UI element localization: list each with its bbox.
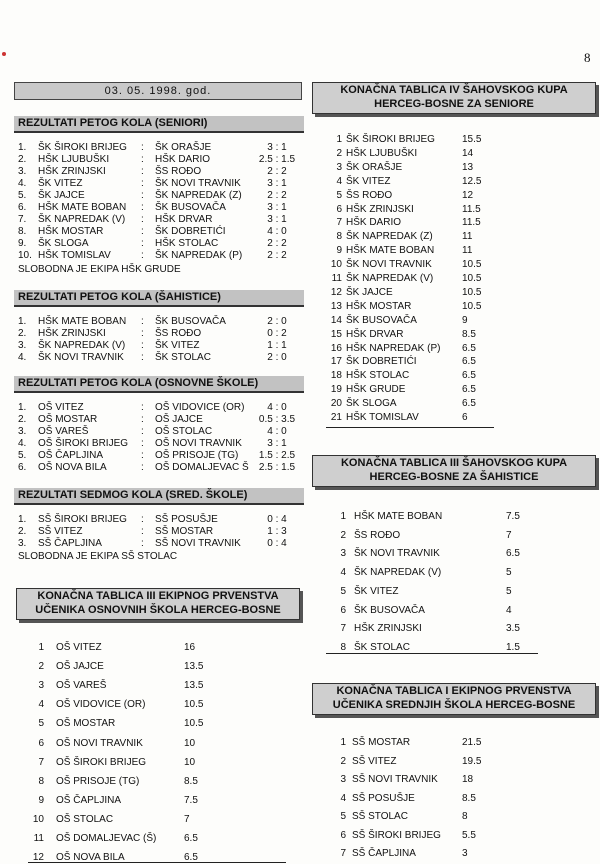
match-score: 2 : 0 <box>267 316 287 327</box>
rank: 9 <box>336 245 342 256</box>
row-number: 5. <box>18 450 27 461</box>
team-name: SŠ STOLAC <box>352 811 408 822</box>
points: 15.5 <box>462 134 482 145</box>
home-team: ŠK NAPREDAK (V) <box>38 214 126 225</box>
match-score: 1 : 1 <box>267 340 287 351</box>
row-number: 1. <box>18 402 27 413</box>
home-team: HŠK MOSTAR <box>38 226 104 237</box>
team-name: HŠK DRVAR <box>346 329 404 340</box>
match-score: 1.5 : 2.5 <box>258 450 296 461</box>
points: 14 <box>462 148 474 159</box>
team-name: ŠK NOVI TRAVNIK <box>346 259 432 270</box>
points: 7 <box>506 530 512 541</box>
points: 8 <box>462 811 468 822</box>
home-team: SŠ VITEZ <box>38 526 83 537</box>
points: 13 <box>462 162 474 173</box>
row-number: 5. <box>18 190 27 201</box>
away-team: HŠK DRVAR <box>155 214 213 225</box>
match-score: 3 : 1 <box>267 438 287 449</box>
match-score: 3 : 1 <box>267 202 287 213</box>
team-name: OŠ NOVA BILA <box>56 852 125 863</box>
points: 18 <box>462 774 474 785</box>
row-number: 2. <box>18 414 27 425</box>
rank: 7 <box>340 623 346 634</box>
home-team: HŠK ZRINJSKI <box>38 166 106 177</box>
rank: 8 <box>340 642 346 653</box>
table-title-line2: UČENIKA SREDNJIH ŠKOLA HERCEG-BOSNE <box>332 699 576 711</box>
rank: 10 <box>32 814 44 825</box>
table-title-ekipno-osnovne <box>16 588 300 620</box>
team-name: OŠ DOMALJEVAC (Š) <box>56 833 157 844</box>
separator-colon: : <box>141 202 144 213</box>
rank: 3 <box>38 680 44 691</box>
table-title-line1: KONAČNA TABLICA III ŠAHOVSKOG KUPA <box>340 457 568 469</box>
away-team: HŠK DARIO <box>155 154 211 165</box>
home-team: HŠK ZRINJSKI <box>38 328 106 339</box>
away-team: OŠ VIDOVICE (OR) <box>155 402 245 413</box>
table-title-line1: KONAČNA TABLICA IV ŠAHOVSKOG KUPA <box>340 84 568 96</box>
team-name: ŠK NAPREDAK (V) <box>346 273 434 284</box>
points: 11 <box>462 231 473 242</box>
home-team: ŠK VITEZ <box>38 178 83 189</box>
away-team: ŠK BUSOVAČA <box>155 202 226 213</box>
separator-colon: : <box>141 514 144 525</box>
table-title-line1: KONAČNA TABLICA III EKIPNOG PRVENSTVA <box>37 590 279 602</box>
rank: 6 <box>340 830 346 841</box>
match-score: 3 : 1 <box>267 178 287 189</box>
team-name: HŠK GRUDE <box>346 384 406 395</box>
rank: 6 <box>336 204 342 215</box>
points: 6.5 <box>462 398 476 409</box>
row-number: 3. <box>18 538 27 549</box>
rank: 19 <box>330 384 342 395</box>
away-team: ŠK VITEZ <box>155 340 200 351</box>
home-team: OŠ ŠIROKI BRIJEG <box>38 438 129 449</box>
match-score: 4 : 0 <box>267 426 287 437</box>
separator-colon: : <box>141 414 144 425</box>
points: 10.5 <box>462 259 482 270</box>
home-team: OŠ VITEZ <box>38 402 84 413</box>
row-number: 4. <box>18 178 27 189</box>
rank: 5 <box>340 586 346 597</box>
separator-colon: : <box>141 178 144 189</box>
team-name: SŠ MOSTAR <box>352 737 411 748</box>
separator-colon: : <box>141 226 144 237</box>
row-number: 8. <box>18 226 27 237</box>
away-team: ŠK STOLAC <box>155 352 211 363</box>
points: 6.5 <box>462 356 476 367</box>
table-title-line2: HERCEG-BOSNE ZA SENIORE <box>374 98 534 110</box>
match-score: 3 : 1 <box>267 142 287 153</box>
team-name: ŠK NOVI TRAVNIK <box>354 548 440 559</box>
separator-colon: : <box>141 402 144 413</box>
rank: 11 <box>33 833 44 844</box>
team-name: HŠK MATE BOBAN <box>346 245 435 256</box>
match-score: 2 : 2 <box>267 166 287 177</box>
rank: 1 <box>38 642 44 653</box>
home-team: ŠK NAPREDAK (V) <box>38 340 126 351</box>
table-title-kup-seniori <box>312 82 596 114</box>
team-name: OŠ STOLAC <box>56 814 114 825</box>
team-name: OŠ MOSTAR <box>56 718 116 729</box>
points: 8.5 <box>462 793 476 804</box>
team-name: SŠ NOVI TRAVNIK <box>352 774 438 785</box>
team-name: ŠK ŠIROKI BRIJEG <box>346 134 435 145</box>
home-team: OŠ NOVA BILA <box>38 462 107 473</box>
team-name: HŠK STOLAC <box>346 370 410 381</box>
row-number: 4. <box>18 438 27 449</box>
rank: 11 <box>331 273 342 284</box>
away-team: HŠK STOLAC <box>155 238 219 249</box>
table-title-ekipno-srednje <box>312 683 596 715</box>
rank: 4 <box>340 793 346 804</box>
team-name: ŠK VITEZ <box>346 176 391 187</box>
away-team: OŠ JAJCE <box>155 414 203 425</box>
match-score: 2 : 2 <box>267 190 287 201</box>
team-name: OŠ VIDOVICE (OR) <box>56 699 146 710</box>
home-team: ŠK ŠIROKI BRIJEG <box>38 142 127 153</box>
row-number: 6. <box>18 462 27 473</box>
match-score: 0 : 2 <box>267 328 287 339</box>
team-name: ŠK STOLAC <box>354 642 410 653</box>
away-team: OŠ STOLAC <box>155 426 213 437</box>
points: 6.5 <box>184 852 198 863</box>
rank: 5 <box>340 811 346 822</box>
team-name: ŠK NAPREDAK (Z) <box>346 231 433 242</box>
separator-colon: : <box>141 340 144 351</box>
match-score: 0 : 4 <box>267 538 287 549</box>
home-team: HŠK TOMISLAV <box>38 250 111 261</box>
team-name: HŠK MOSTAR <box>346 301 412 312</box>
points: 5 <box>506 567 512 578</box>
team-name: ŠK NAPREDAK (V) <box>354 567 442 578</box>
separator-colon: : <box>141 238 144 249</box>
match-score: 3 : 1 <box>267 214 287 225</box>
away-team: OŠ NOVI TRAVNIK <box>155 438 242 449</box>
home-team: HŠK MATE BOBAN <box>38 202 127 213</box>
table-title-kup-sahistice <box>312 455 596 487</box>
points: 6.5 <box>506 548 520 559</box>
row-number: 3. <box>18 426 27 437</box>
row-number: 7. <box>18 214 27 225</box>
points: 10.5 <box>184 699 204 710</box>
page-number: 8 <box>584 50 591 65</box>
match-score: 2 : 0 <box>267 352 287 363</box>
points: 10.5 <box>462 273 482 284</box>
section-title-seniori: REZULTATI PETOG KOLA (SENIORI) <box>14 116 304 133</box>
away-team: ŠS ROĐO <box>155 166 202 177</box>
separator-colon: : <box>141 426 144 437</box>
row-number: 1. <box>18 142 27 153</box>
home-team: SŠ ČAPLJINA <box>38 538 102 549</box>
team-name: SŠ ČAPLJINA <box>352 848 416 859</box>
rank: 10 <box>330 259 342 270</box>
match-score: 2.5 : 1.5 <box>258 462 296 473</box>
table-title-line1: KONAČNA TABLICA I EKIPNOG PRVENSTVA <box>336 685 572 697</box>
home-team: ŠK JAJCE <box>38 190 85 201</box>
team-name: ŠK DOBRETIĆI <box>346 356 417 367</box>
rank: 15 <box>330 329 342 340</box>
points: 1.5 <box>506 642 520 653</box>
points: 4 <box>506 605 512 616</box>
away-team: ŠK DOBRETIĆI <box>155 226 226 237</box>
team-name: ŠK JAJCE <box>346 287 393 298</box>
team-name: HŠK DARIO <box>346 217 402 228</box>
away-team: OŠ DOMALJEVAC Š <box>155 462 249 473</box>
away-team: ŠK ORAŠJE <box>155 142 212 153</box>
points: 8.5 <box>184 776 198 787</box>
away-team: SŠ MOSTAR <box>155 526 214 537</box>
rank: 16 <box>330 343 342 354</box>
team-name: OŠ VITEZ <box>56 642 102 653</box>
separator-colon: : <box>141 190 144 201</box>
separator-colon: : <box>141 142 144 153</box>
points: 6.5 <box>462 384 476 395</box>
row-number: 2. <box>18 328 27 339</box>
team-name: ŠK BUSOVAČA <box>354 605 425 616</box>
points: 12 <box>462 190 474 201</box>
section-title-osnovne: REZULTATI PETOG KOLA (OSNOVNE ŠKOLE) <box>14 376 304 393</box>
points: 9 <box>462 315 468 326</box>
home-team: HŠK MATE BOBAN <box>38 316 127 327</box>
row-number: 2. <box>18 154 27 165</box>
row-number: 3. <box>18 340 27 351</box>
match-score: 2 : 2 <box>267 250 287 261</box>
away-team: SŠ NOVI TRAVNIK <box>155 538 241 549</box>
margin-mark <box>2 52 6 56</box>
table-underline <box>28 862 286 863</box>
points: 10.5 <box>462 301 482 312</box>
separator-colon: : <box>141 352 144 363</box>
table-underline <box>326 427 494 428</box>
date-banner: 03. 05. 1998. god. <box>14 82 302 100</box>
rank: 7 <box>38 757 44 768</box>
team-name: ŠS ROĐO <box>346 190 393 201</box>
table-title-line2: UČENIKA OSNOVNIH ŠKOLA HERCEG-BOSNE <box>35 604 281 616</box>
team-name: SŠ POSUŠJE <box>352 793 415 804</box>
match-score: 1 : 3 <box>267 526 287 537</box>
team-name: ŠK ORAŠJE <box>346 162 403 173</box>
points: 6.5 <box>462 343 476 354</box>
points: 5.5 <box>462 830 476 841</box>
rank: 7 <box>336 217 342 228</box>
separator-colon: : <box>141 316 144 327</box>
away-team: ŠK BUSOVAČA <box>155 316 226 327</box>
team-name: ŠS ROĐO <box>354 530 401 541</box>
row-number: 1. <box>18 514 27 525</box>
separator-colon: : <box>141 538 144 549</box>
points: 13.5 <box>184 661 204 672</box>
row-number: 3. <box>18 166 27 177</box>
rank: 18 <box>330 370 342 381</box>
row-number: 1. <box>18 316 27 327</box>
rank: 20 <box>330 398 342 409</box>
row-number: 2. <box>18 526 27 537</box>
rank: 3 <box>340 774 346 785</box>
team-name: HŠK TOMISLAV <box>346 412 419 423</box>
row-number: 6. <box>18 202 27 213</box>
points: 8.5 <box>462 329 476 340</box>
team-name: OŠ PRISOJE (TG) <box>56 776 140 787</box>
rank: 1 <box>340 511 346 522</box>
rank: 12 <box>32 852 44 863</box>
away-team: ŠK NAPREDAK (P) <box>155 250 243 261</box>
separator-colon: : <box>141 250 144 261</box>
points: 11.5 <box>462 204 481 215</box>
team-name: SŠ VITEZ <box>352 756 397 767</box>
separator-colon: : <box>141 462 144 473</box>
match-score: 0.5 : 3.5 <box>258 414 296 425</box>
away-team: OŠ PRISOJE (TG) <box>155 450 239 461</box>
away-team: SŠ POSUŠJE <box>155 514 218 525</box>
team-name: HŠK LJUBUŠKI <box>346 148 418 159</box>
match-score: 2.5 : 1.5 <box>258 154 296 165</box>
rank: 2 <box>336 148 342 159</box>
separator-colon: : <box>141 166 144 177</box>
rank: 17 <box>330 356 342 367</box>
row-number: 10. <box>18 250 32 261</box>
points: 11 <box>462 245 473 256</box>
team-name: OŠ NOVI TRAVNIK <box>56 738 143 749</box>
separator-colon: : <box>141 328 144 339</box>
points: 6.5 <box>184 833 198 844</box>
separator-colon: : <box>141 154 144 165</box>
home-team: OŠ ČAPLJINA <box>38 450 104 461</box>
rank: 13 <box>330 301 342 312</box>
points: 16 <box>184 642 196 653</box>
rank: 4 <box>340 567 346 578</box>
table-title-line2: HERCEG-BOSNE ZA ŠAHISTICE <box>369 471 539 483</box>
rank: 12 <box>330 287 342 298</box>
team-name: HŠK MATE BOBAN <box>354 511 443 522</box>
separator-colon: : <box>141 450 144 461</box>
home-team: ŠK SLOGA <box>38 238 89 249</box>
rank: 5 <box>38 718 44 729</box>
match-score: 4 : 0 <box>267 226 287 237</box>
rank: 3 <box>340 548 346 559</box>
rank: 8 <box>336 231 342 242</box>
section-title-sahistice: REZULTATI PETOG KOLA (ŠAHISTICE) <box>14 290 304 307</box>
team-name: OŠ ŠIROKI BRIJEG <box>56 757 147 768</box>
rank: 8 <box>38 776 44 787</box>
points: 10.5 <box>184 718 204 729</box>
home-team: OŠ MOSTAR <box>38 414 98 425</box>
points: 6 <box>462 412 468 423</box>
row-number: 4. <box>18 352 27 363</box>
rank: 21 <box>330 412 342 423</box>
rank: 2 <box>38 661 44 672</box>
match-score: 2 : 2 <box>267 238 287 249</box>
points: 3 <box>462 848 468 859</box>
team-name: ŠK BUSOVAČA <box>346 315 417 326</box>
rank: 14 <box>330 315 342 326</box>
team-name: ŠK VITEZ <box>354 586 399 597</box>
rank: 2 <box>340 530 346 541</box>
points: 11.5 <box>462 217 481 228</box>
rank: 6 <box>38 738 44 749</box>
points: 5 <box>506 586 512 597</box>
points: 19.5 <box>462 756 482 767</box>
home-team: OŠ VAREŠ <box>38 426 89 437</box>
points: 10.5 <box>462 287 482 298</box>
team-name: HŠK NAPREDAK (P) <box>346 343 441 354</box>
points: 10 <box>184 738 196 749</box>
points: 21.5 <box>462 737 482 748</box>
points: 6.5 <box>462 370 476 381</box>
points: 13.5 <box>184 680 204 691</box>
home-team: SŠ ŠIROKI BRIJEG <box>38 514 127 525</box>
rank: 1 <box>336 134 342 145</box>
home-team: HŠK LJUBUŠKI <box>38 154 110 165</box>
points: 3.5 <box>506 623 520 634</box>
team-name: HŠK ZRINJSKI <box>346 204 414 215</box>
rank: 7 <box>340 848 346 859</box>
home-team: ŠK NOVI TRAVNIK <box>38 352 124 363</box>
team-name: OŠ VAREŠ <box>56 680 107 691</box>
points: 7 <box>184 814 190 825</box>
points: 10 <box>184 757 196 768</box>
points: 12.5 <box>462 176 482 187</box>
team-name: SŠ ŠIROKI BRIJEG <box>352 830 441 841</box>
team-name: HŠK ZRINJSKI <box>354 623 422 634</box>
bye-note-srednje: SLOBODNA JE EKIPA SŠ STOLAC <box>18 551 178 562</box>
team-name: OŠ ČAPLJINA <box>56 795 122 806</box>
separator-colon: : <box>141 438 144 449</box>
away-team: ŠS ROĐO <box>155 328 202 339</box>
points: 7.5 <box>506 511 520 522</box>
rank: 4 <box>336 176 342 187</box>
match-score: 0 : 4 <box>267 514 287 525</box>
table-underline <box>326 653 538 654</box>
rank: 2 <box>340 756 346 767</box>
separator-colon: : <box>141 214 144 225</box>
rank: 1 <box>340 737 346 748</box>
row-number: 9. <box>18 238 27 249</box>
rank: 9 <box>38 795 44 806</box>
team-name: ŠK SLOGA <box>346 398 397 409</box>
rank: 3 <box>336 162 342 173</box>
points: 7.5 <box>184 795 198 806</box>
match-score: 4 : 0 <box>267 402 287 413</box>
away-team: ŠK NOVI TRAVNIK <box>155 178 241 189</box>
rank: 4 <box>38 699 44 710</box>
rank: 6 <box>340 605 346 616</box>
rank: 5 <box>336 190 342 201</box>
team-name: OŠ JAJCE <box>56 661 104 672</box>
away-team: ŠK NAPREDAK (Z) <box>155 190 242 201</box>
bye-note-seniori: SLOBODNA JE EKIPA HŠK GRUDE <box>18 264 181 275</box>
separator-colon: : <box>141 526 144 537</box>
section-title-srednje: REZULTATI SEDMOG KOLA (SRED. ŠKOLE) <box>14 488 304 505</box>
